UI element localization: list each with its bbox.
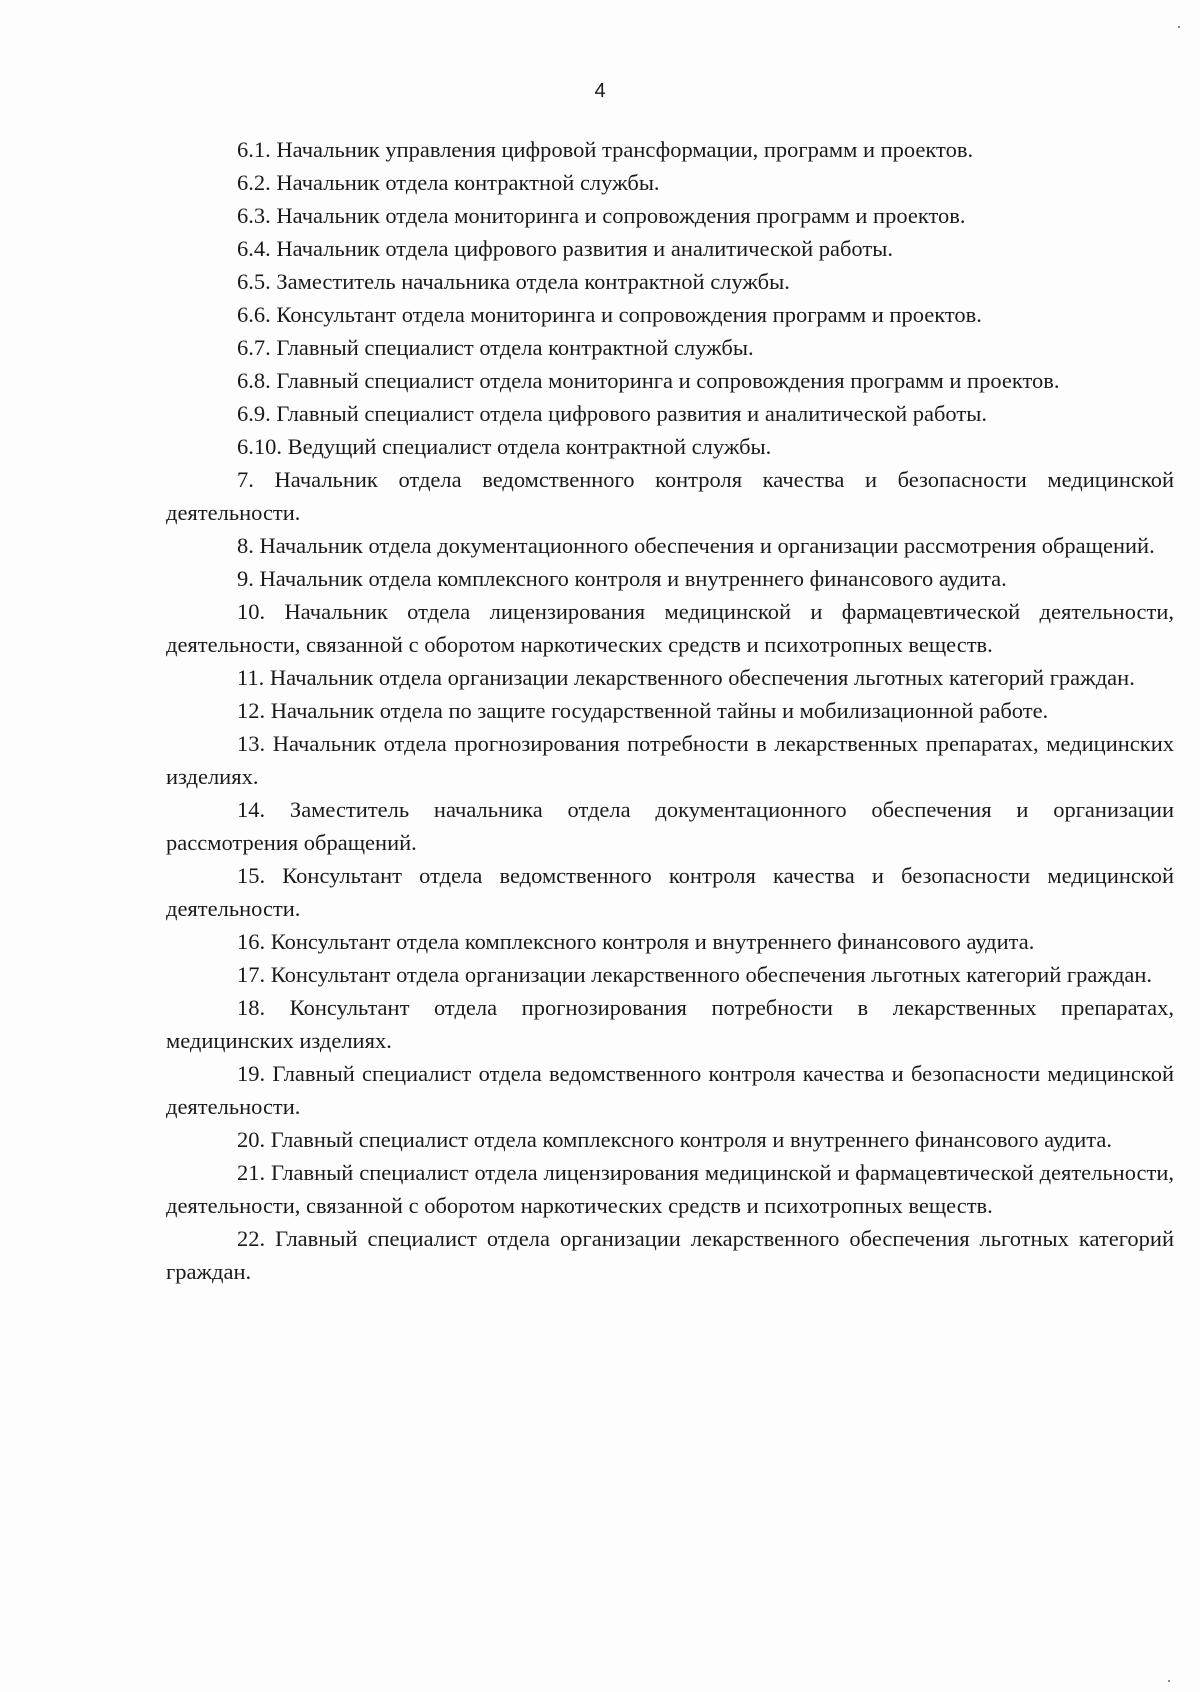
list-item: 6.5. Заместитель начальника отдела контрактной службы. [237, 269, 790, 294]
list-item: 6.8. Главный специалист отдела мониторинга и сопровождения программ и проектов. [237, 368, 1060, 393]
list-item: 6.9. Главный специалист отдела цифрового развития и аналитической работы. [237, 401, 987, 426]
list-item: 12. Начальник отдела по защите государственной тайны и мобилизационной работе. [237, 698, 1049, 723]
list-item: 15. Консультант отдела ведомственного контроля качества и безопасности медицинской деятельности. [166, 863, 1174, 921]
list-item: 18. Консультант отдела прогнозирования потребности в лекарственных препаратах, медицинских изделиях. [166, 995, 1174, 1053]
scan-speck [1178, 26, 1180, 28]
list-item: 21. Главный специалист отдела лицензирования медицинской и фармацевтической деятельности, деятельности, связанной с оборотом наркотических средств и психотропных веществ. [166, 1160, 1174, 1218]
document-body [166, 133, 1174, 1288]
scan-speck [1168, 1680, 1170, 1682]
list-item: 11. Начальник отдела организации лекарственного обеспечения льготных категорий граждан. [237, 665, 1135, 690]
list-item: 16. Консультант отдела комплексного контроля и внутреннего финансового аудита. [237, 929, 1035, 954]
list-item: 6.10. Ведущий специалист отдела контрактной службы. [237, 434, 772, 459]
list-item: 7. Начальник отдела ведомственного контроля качества и безопасности медицинской деятельности. [166, 467, 1174, 525]
list-item: 8. Начальник отдела документационного обеспечения и организации рассмотрения обращений. [237, 533, 1155, 558]
list-item: 19. Главный специалист отдела ведомственного контроля качества и безопасности медицинской деятельности. [166, 1061, 1174, 1119]
list-item: 6.6. Консультант отдела мониторинга и сопровождения программ и проектов. [237, 302, 982, 327]
list-item: 10. Начальник отдела лицензирования медицинской и фармацевтической деятельности, деятельности, связанной с оборотом наркотических средств и психотропных веществ. [166, 599, 1174, 657]
page-number: 4 [594, 80, 606, 102]
list-item: 6.3. Начальник отдела мониторинга и сопровождения программ и проектов. [237, 203, 966, 228]
list-item: 17. Консультант отдела организации лекарственного обеспечения льготных категорий граждан. [237, 962, 1153, 987]
list-item: 6.1. Начальник управления цифровой трансформации, программ и проектов. [237, 137, 974, 162]
list-item: 20. Главный специалист отдела комплексного контроля и внутреннего финансового аудита. [237, 1127, 1112, 1152]
list-item: 6.2. Начальник отдела контрактной службы. [237, 170, 660, 195]
list-item: 13. Начальник отдела прогнозирования потребности в лекарственных препаратах, медицинских изделиях. [166, 731, 1174, 789]
list-item: 22. Главный специалист отдела организации лекарственного обеспечения льготных категорий граждан. [166, 1226, 1174, 1284]
list-item: 14. Заместитель начальника отдела документационного обеспечения и организации рассмотрения обращений. [166, 797, 1174, 855]
list-item: 9. Начальник отдела комплексного контроля и внутреннего финансового аудита. [237, 566, 1007, 591]
list-item: 6.4. Начальник отдела цифрового развития и аналитической работы. [237, 236, 893, 261]
list-item: 6.7. Главный специалист отдела контрактной службы. [237, 335, 754, 360]
